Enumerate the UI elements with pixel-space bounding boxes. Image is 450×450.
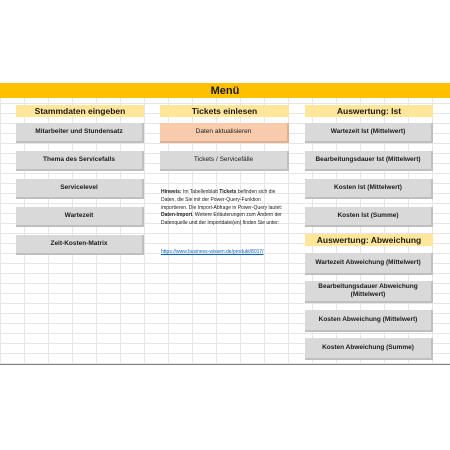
kosten-ist-mittelwert-button[interactable]: Kosten Ist (Mittelwert) — [305, 179, 433, 199]
wartezeit-button[interactable]: Wartezeit — [16, 207, 144, 227]
bearbeitungsdauer-abweichung-button[interactable]: Bearbeitungsdauer Abweichung (Mittelwert) — [305, 281, 433, 303]
hint-text-3: . Weitere Erläuterungen zum Ändern der Datenquelle und der Importdatei(en) finden Sie unter: — [161, 212, 282, 226]
hint-text-1: Im Tabellenblatt — [181, 189, 220, 195]
kosten-abweichung-mittelwert-button[interactable]: Kosten Abweichung (Mittelwert) — [305, 310, 433, 332]
daten-aktualisieren-button[interactable]: Daten aktualisieren — [160, 123, 289, 143]
zeit-kosten-matrix-button[interactable]: Zeit-Kosten-Matrix — [16, 235, 144, 255]
bearbeitungsdauer-ist-button[interactable]: Bearbeitungsdauer Ist (Mittelwert) — [305, 151, 433, 171]
hint-bold-import: Daten-Import — [161, 212, 193, 219]
mitarbeiter-button[interactable]: Mitarbeiter und Stundensatz — [16, 123, 144, 143]
abweichung-header: Auswertung: Abweichung — [305, 234, 433, 246]
hint-text — [161, 189, 286, 228]
wartezeit-ist-button[interactable]: Wartezeit Ist (Mittelwert) — [305, 123, 433, 143]
hint-bold-tickets: Tickets — [219, 189, 237, 195]
thema-button[interactable]: Thema des Servicefalls — [16, 151, 144, 171]
hint-label: Hinweis: — [161, 189, 182, 195]
hint-text-2: befinden sich die Daten, die Sie mit der Power-Query-Funktion importieren. Die Import-Abfrage in Power-Query lautet: — [161, 189, 283, 211]
wartezeit-abweichung-button[interactable]: Wartezeit Abweichung (Mittelwert) — [305, 253, 433, 275]
servicelevel-button[interactable]: Servicelevel — [16, 179, 144, 199]
tickets-header: Tickets einlesen — [160, 105, 289, 117]
stammdaten-header: Stammdaten eingeben — [16, 105, 144, 117]
bottom-divider — [0, 364, 450, 365]
menu-title: Menü — [0, 83, 450, 98]
kosten-ist-summe-button[interactable]: Kosten Ist (Summe) — [305, 207, 433, 227]
business-wissen-link[interactable]: https://www.business-wissen.de/produkt/8017/ — [161, 249, 264, 255]
kosten-abweichung-summe-button[interactable]: Kosten Abweichung (Summe) — [305, 338, 433, 360]
ist-header: Auswertung: Ist — [305, 105, 433, 117]
tickets-servicefaelle-button[interactable]: Tickets / Servicefälle — [160, 151, 289, 171]
